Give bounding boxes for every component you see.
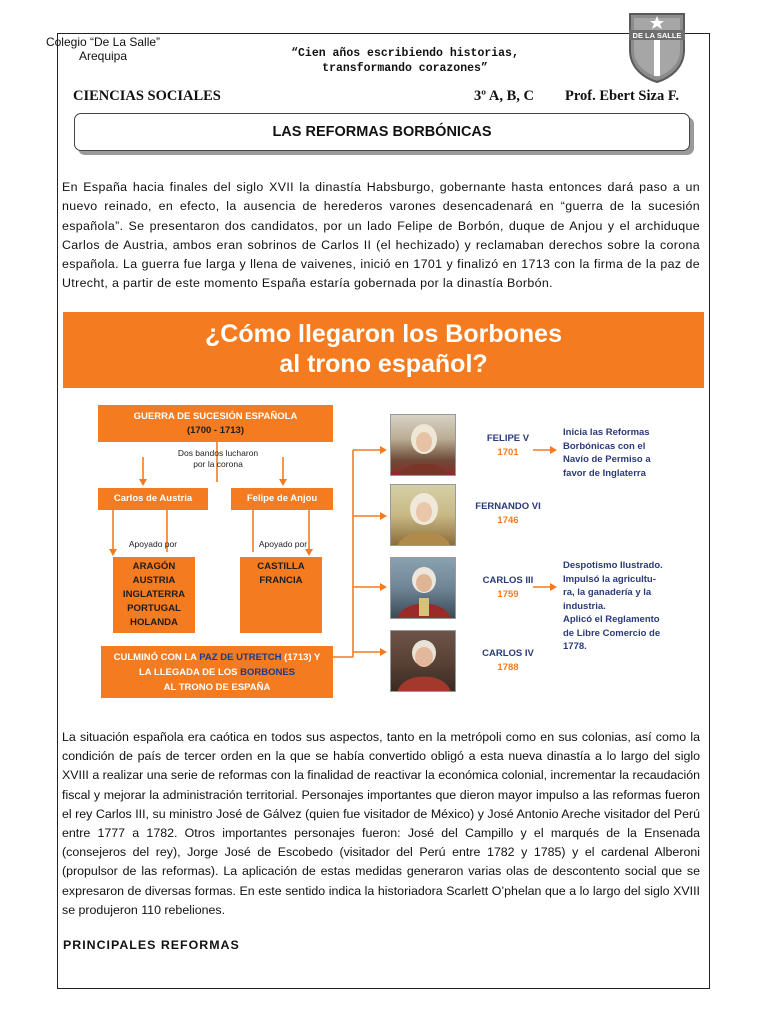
supported-by-right: Apoyado por: [258, 539, 308, 549]
note-carlos-iii: [563, 559, 703, 654]
ally-item: AUSTRIA: [132, 575, 176, 586]
note-line: ra, la ganadería y la: [563, 587, 652, 598]
ally-item: PORTUGAL: [127, 603, 181, 614]
right-allies-box: [240, 557, 322, 633]
note-line: Impulsó la agricultu-: [563, 573, 656, 585]
grade-label: 3º A, B, C: [474, 88, 534, 104]
two-sides-line1: Dos bandos lucharon: [177, 448, 259, 458]
king-year: 1788: [497, 662, 519, 673]
portrait-carlos-iii: [390, 557, 456, 619]
king-name: FERNANDO VI: [475, 501, 541, 512]
course-info-row: [73, 88, 693, 106]
ally-item: FRANCIA: [259, 575, 303, 586]
candidate-carlos-austria: Carlos de Austria: [98, 488, 208, 510]
king-year: 1746: [497, 515, 519, 526]
note-line: industria.: [563, 600, 606, 612]
conclusion-text: LA LLEGADA DE LOS: [138, 667, 241, 678]
section-subheading: PRINCIPALES REFORMAS: [63, 938, 240, 952]
heading-line1: ¿Cómo llegaron los Borbones: [205, 320, 562, 348]
bourbons-text: BORBONES: [240, 667, 296, 678]
motto-line1: “Cien años escribiendo historias,: [291, 47, 519, 60]
portrait-carlos-iv: [390, 630, 456, 692]
two-sides-line2: por la corona: [193, 459, 243, 469]
utrecht-peace: PAZ DE UTRETCH: [199, 652, 282, 663]
war-years: (1700 - 1713): [186, 425, 245, 436]
note-line: Inicia las Reformas: [563, 427, 650, 438]
conclusion-text: (1713) Y: [281, 652, 321, 663]
king-year: 1759: [497, 589, 519, 600]
school-name: [38, 35, 168, 63]
note-line: Despotismo Ilustrado.: [563, 560, 663, 571]
king-carlos-iv: [453, 647, 563, 675]
teacher-label: Prof. Ebert Siza F.: [565, 88, 679, 104]
school-city: Arequipa: [78, 49, 128, 63]
bourbon-infographic: [63, 312, 704, 715]
shield-text: DE LA SALLE: [632, 31, 682, 40]
note-line: de Libre Comercio de: [563, 627, 661, 639]
ally-item: CASTILLA: [257, 561, 305, 572]
ally-item: INGLATERRA: [122, 589, 186, 600]
conclusion-text: CULMINÓ CON LA: [113, 652, 200, 663]
portrait-fernando-vi: [390, 484, 456, 546]
conclusion-text: AL TRONO DE ESPAÑA: [163, 682, 271, 693]
king-name: CARLOS III: [482, 575, 534, 586]
candidate-felipe-anjou: Felipe de Anjou: [231, 488, 333, 510]
ally-item: HOLANDA: [130, 617, 178, 628]
king-carlos-iii: [453, 574, 563, 602]
king-name: CARLOS IV: [482, 648, 534, 659]
conclusion-box: [101, 646, 333, 698]
war-title: GUERRA DE SUCESIÓN ESPAÑOLA: [133, 411, 298, 422]
note-line: Borbónicas con el: [563, 440, 646, 452]
portrait-felipe-v: [390, 414, 456, 476]
note-line: Aplicó el Reglamento: [563, 614, 660, 625]
two-sides-text: [163, 448, 273, 470]
king-felipe-v: [453, 432, 563, 460]
note-line: Navío de Permiso a: [563, 454, 651, 465]
note-line: favor de Inglaterra: [563, 467, 646, 479]
note-line: 1778.: [563, 641, 587, 652]
subject-label: CIENCIAS SOCIALES: [73, 88, 221, 104]
supported-by-left: Apoyado por: [128, 539, 178, 549]
heading-line2: al trono español?: [279, 350, 488, 378]
school-motto: [240, 46, 570, 76]
ally-item: ARAGÓN: [132, 561, 176, 572]
school-name-line1: Colegio “De La Salle”: [45, 35, 161, 49]
intro-paragraph: En España hacia finales del siglo XVII la dinastía Habsburgo, gobernante hasta entonces dará paso a un nuevo reinado, en efecto, la ausencia de herederos varones desencadenará en “guerra de la sucesión española”. Se presentaron dos candidatos, por un lado Felipe de Borbón, duque de Anjou y el archiduque Carlos de Austria, ambos eran sobrinos de Carlos II (el hechizado) y reclamaban derechos sobre la corona española. La guerra fue larga y llena de vaivenes, inició en 1701 y finalizó en 1713 con la firma de la paz de Utrecht, a partir de este momento España estaría gobernada por la dinastía Borbón.: [62, 180, 700, 291]
king-name: FELIPE V: [486, 433, 530, 444]
left-allies-box: [113, 557, 195, 633]
reforms-paragraph: La situación española era caótica en todos sus aspectos, tanto en la metrópoli como en sus colonias, así como la condición de país de tercer orden en la que se había convertido obligó a esta nueva dinastía a lo largo del siglo XVIII a realizar una serie de reformas con la finalidad de reactivar la económica colonial, incrementar la recaudación fiscal y mejorar la administración territorial. Personajes importantes que dieron mayor impulso a las reformas fueron el rey Carlos III, su ministro José de Gálvez (quien fue visitador de México) y José Antonio Areche visitador del Perú entre 1777 a 1782. Otros importantes personajes fueron: José del Campillo y el marqués de la Ensenada (consejeros del rey), Jorge José de Escobedo (visitador del Perú entre 1782 y 1785) y el cardenal Alberoni (propulsor de las reformas). La aplicación de estas medidas generaron varias olas de descontento social que se expresaron de diversas formas. En este sentido indica la historiadora Scarlett O’phelan que a lo largo del siglo XVIII se produjeron 110 rebeliones.: [62, 730, 700, 917]
note-felipe-v: [563, 426, 703, 480]
motto-line2: transformando corazones”: [322, 62, 488, 75]
king-fernando-vi: [453, 500, 563, 528]
page-title: LAS REFORMAS BORBÓNICAS: [74, 113, 690, 151]
war-box: [98, 405, 333, 442]
king-year: 1701: [497, 447, 519, 458]
school-shield-logo: [626, 10, 688, 84]
